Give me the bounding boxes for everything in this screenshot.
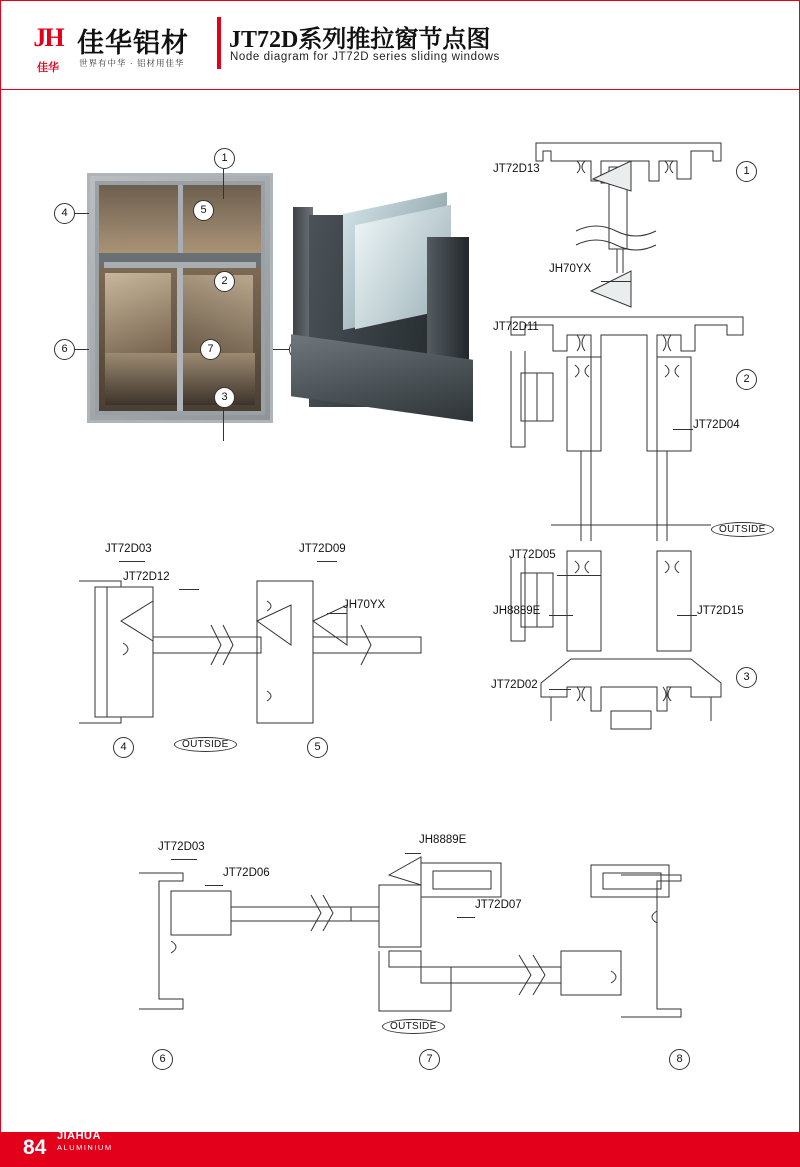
detail3-label-JT72D02: JT72D02 bbox=[491, 679, 538, 691]
detail-callout-6[interactable]: 6 bbox=[152, 1049, 173, 1070]
leader-d7-8889 bbox=[405, 853, 421, 854]
footer-brand bbox=[57, 1130, 113, 1152]
leader-d2-04 bbox=[673, 429, 693, 430]
detail4-label-JT72D12: JT72D12 bbox=[123, 571, 170, 583]
overview-callout-4[interactable]: 4 bbox=[54, 203, 75, 224]
logo-mark-initials: JH bbox=[33, 23, 63, 52]
leader-d6-03 bbox=[171, 859, 197, 860]
leader-4 bbox=[73, 213, 89, 214]
detail2-label-JT72D11: JT72D11 bbox=[493, 321, 539, 333]
detail-callout-7[interactable]: 7 bbox=[419, 1049, 440, 1070]
leader-d7-07 bbox=[457, 917, 475, 918]
detail-callout-8[interactable]: 8 bbox=[669, 1049, 690, 1070]
leader-1 bbox=[223, 169, 224, 199]
photo-mullion bbox=[104, 262, 256, 268]
leader-d4-03 bbox=[119, 561, 145, 562]
footer-brand-sub: ALUMINIUM bbox=[57, 1143, 113, 1152]
detail3-label-JH8889E: JH8889E bbox=[493, 605, 541, 617]
brand-logo bbox=[25, 19, 215, 74]
detail-drawing-4-5 bbox=[61, 561, 461, 751]
photo-frame bbox=[95, 181, 265, 415]
detail5-label-JH70YX: JH70YX bbox=[343, 599, 386, 611]
window-photo bbox=[87, 173, 273, 423]
logo-mark-cn: 佳华 bbox=[37, 62, 59, 74]
title-divider bbox=[217, 17, 221, 69]
overview-callout-5[interactable]: 5 bbox=[193, 200, 214, 221]
leader-8 bbox=[273, 349, 289, 350]
detail-callout-2[interactable]: 2 bbox=[736, 369, 757, 390]
detail4-label-JT72D03: JT72D03 bbox=[105, 543, 152, 555]
logo-icon bbox=[25, 21, 71, 74]
detail2-label-JH70YX: JH70YX bbox=[549, 263, 592, 275]
page-title: JT72D系列推拉窗节点图 bbox=[229, 27, 491, 53]
page-subtitle: Node diagram for JT72D series sliding windows bbox=[230, 51, 500, 63]
brand-slogan: 世界有中华 · 铝材用佳华 bbox=[79, 58, 185, 68]
leader-d5-70yx bbox=[327, 613, 347, 614]
detail2-label-JT72D04: JT72D04 bbox=[693, 419, 740, 431]
page-number: 84 bbox=[23, 1136, 47, 1159]
leader-d6-06 bbox=[205, 885, 223, 886]
detail1-label-JT72D13: JT72D13 bbox=[493, 163, 540, 175]
detail6-label-JT72D06: JT72D06 bbox=[223, 867, 270, 879]
detail6-label-JT72D03: JT72D03 bbox=[158, 841, 205, 853]
overview-callout-1[interactable]: 1 bbox=[214, 148, 235, 169]
detail3-label-JT72D05: JT72D05 bbox=[509, 549, 556, 561]
photo-lower-sash bbox=[99, 267, 261, 411]
photo-interior-left bbox=[105, 273, 171, 365]
detail-callout-5[interactable]: 5 bbox=[307, 737, 328, 758]
leader-d3-15 bbox=[677, 615, 697, 616]
detail-callout-4[interactable]: 4 bbox=[113, 737, 134, 758]
brand-name-cn: 佳华铝材 bbox=[77, 28, 189, 58]
overview-callout-3[interactable]: 3 bbox=[214, 387, 235, 408]
overview-callout-2[interactable]: 2 bbox=[214, 271, 235, 292]
detail-callout-3[interactable]: 3 bbox=[736, 667, 757, 688]
page-header bbox=[1, 1, 799, 89]
leader-d4-12 bbox=[179, 589, 199, 590]
detail-callout-1[interactable]: 1 bbox=[736, 161, 757, 182]
detail5-label-JT72D09: JT72D09 bbox=[299, 543, 346, 555]
detail7-outside-marker: OUTSIDE bbox=[382, 1019, 445, 1034]
overview-callout-7[interactable]: 7 bbox=[200, 339, 221, 360]
leader-d3-8889 bbox=[549, 615, 573, 616]
detail7-label-JT72D07: JT72D07 bbox=[475, 899, 522, 911]
leader-d3-02 bbox=[549, 689, 571, 690]
detail2-outside-marker: OUTSIDE bbox=[711, 522, 774, 537]
leader-d2-70yx bbox=[601, 281, 631, 282]
leader-d5-09 bbox=[317, 561, 337, 562]
header-rule bbox=[1, 89, 799, 90]
detail3-label-JT72D15: JT72D15 bbox=[697, 605, 744, 617]
window-3d-render bbox=[291, 197, 481, 427]
page-footer bbox=[1, 1122, 799, 1166]
detail7-label-JH8889E: JH8889E bbox=[419, 834, 467, 846]
photo-upper-sash bbox=[99, 185, 261, 253]
detail-drawing-right bbox=[481, 121, 781, 741]
detail4-outside-marker: OUTSIDE bbox=[174, 737, 237, 752]
leader-6 bbox=[73, 349, 89, 350]
overview-callout-6[interactable]: 6 bbox=[54, 339, 75, 360]
footer-bar bbox=[1, 1132, 799, 1166]
leader-d3-05 bbox=[557, 575, 601, 576]
footer-brand-name: JIAHUA bbox=[57, 1130, 101, 1142]
